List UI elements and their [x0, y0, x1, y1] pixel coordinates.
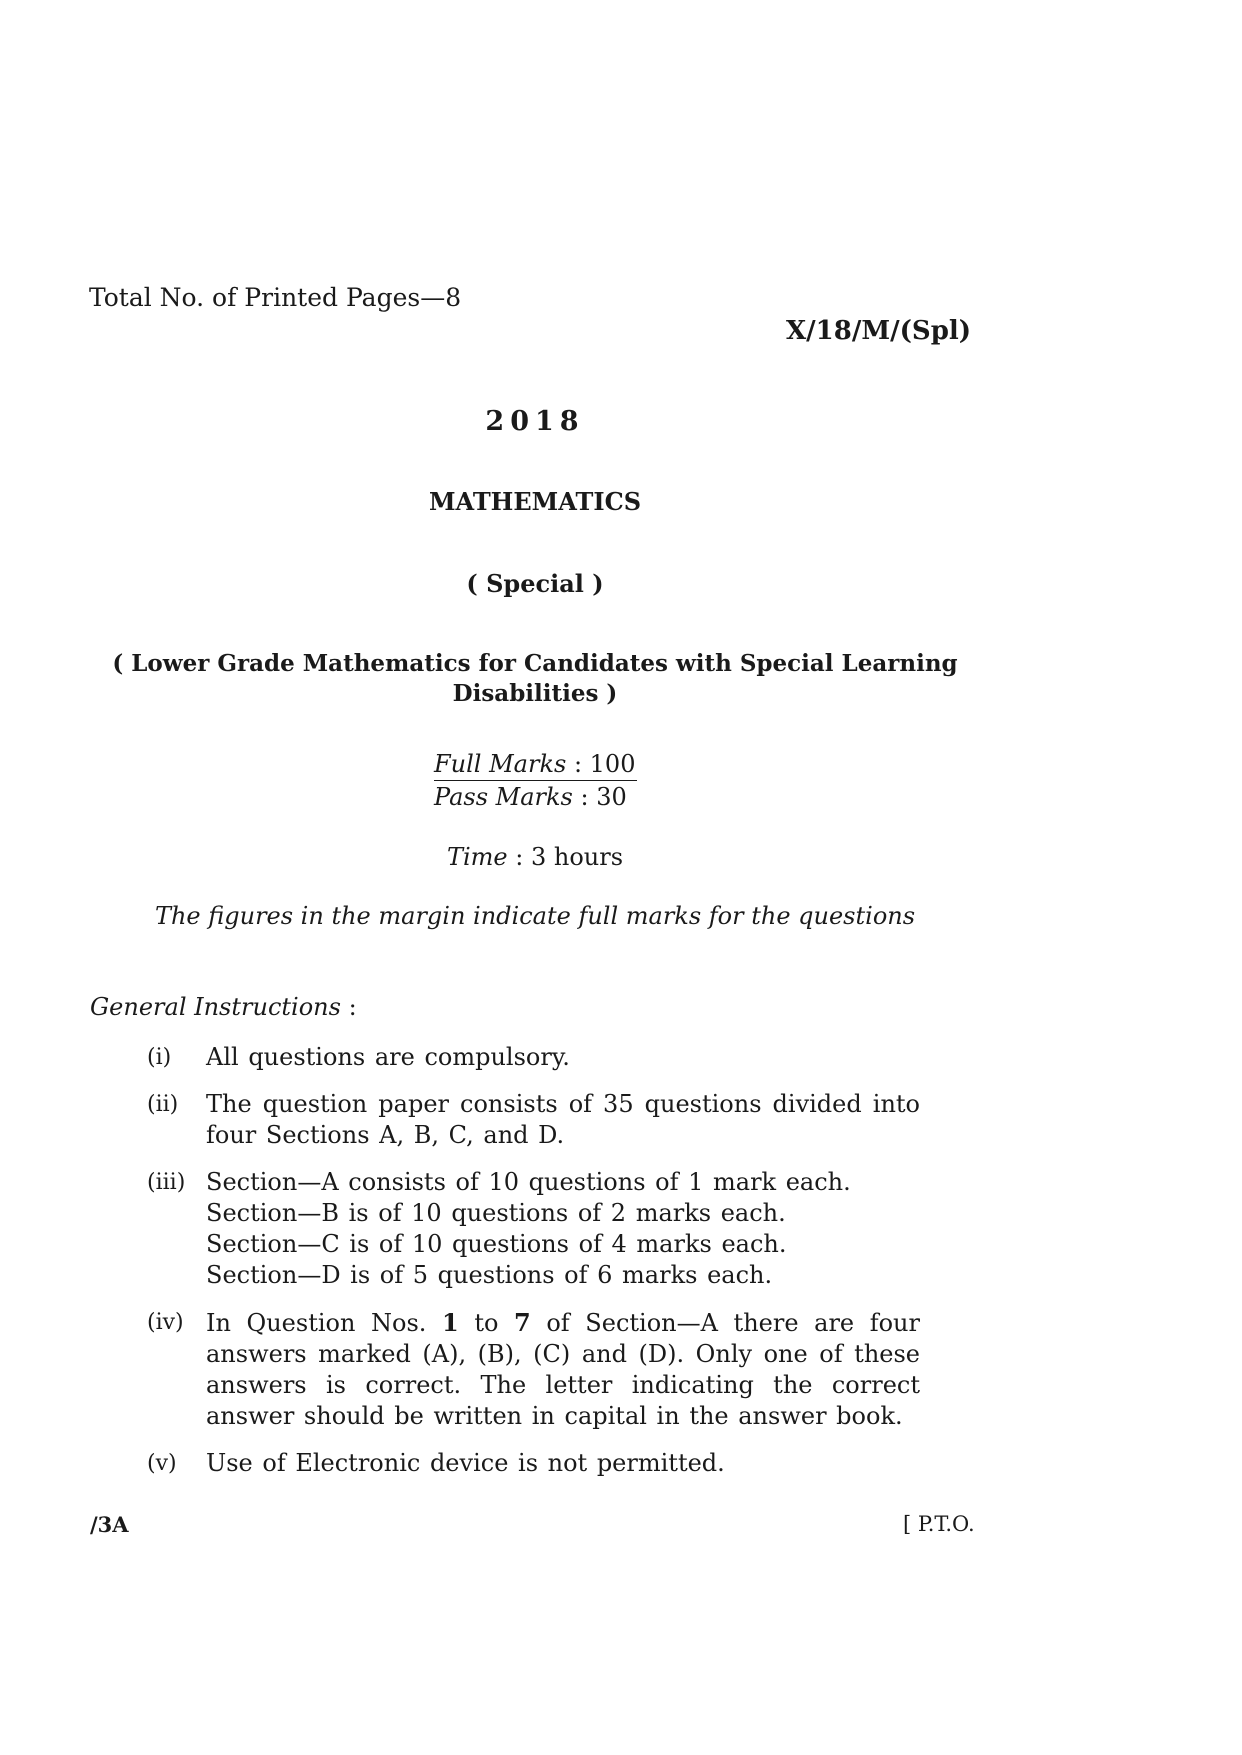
instruction-text — [206, 1167, 920, 1291]
text-part: to — [458, 1309, 515, 1337]
question-number-bold: 7 — [514, 1308, 531, 1337]
pass-marks-label: Pass Marks — [434, 783, 573, 811]
instruction-item — [147, 1307, 920, 1432]
printed-pages-count: Total No. of Printed Pages—8 — [89, 283, 462, 312]
question-number-bold: 1 — [442, 1308, 459, 1337]
time-label: Time — [446, 843, 508, 871]
instruction-number: (ii) — [147, 1092, 179, 1117]
instruction-number: (iii) — [147, 1170, 186, 1195]
instruction-number: (i) — [147, 1045, 172, 1070]
instruction-item — [147, 1167, 920, 1291]
footer-code: /3A — [90, 1512, 129, 1537]
instruction-item — [147, 1042, 920, 1073]
section-b-marks: Section—B is of 10 questions of 2 marks each. — [206, 1199, 786, 1227]
full-marks — [434, 748, 637, 781]
marks-block — [434, 748, 637, 813]
instruction-text — [206, 1307, 920, 1432]
paper-description — [90, 649, 980, 709]
paper-description-text: ( Lower Grade Mathematics for Candidates with Special Learning Disabilities ) — [112, 650, 958, 707]
paper-code: X/18/M/(Spl) — [786, 316, 972, 346]
instruction-text: Use of Electronic device is not permitted. — [206, 1449, 725, 1477]
instruction-number: (v) — [147, 1451, 177, 1476]
section-d-marks: Section—D is of 5 questions of 6 marks each. — [206, 1261, 773, 1289]
full-marks-value: : 100 — [566, 750, 636, 778]
time-value: : 3 hours — [507, 843, 624, 871]
section-c-marks: Section—C is of 10 questions of 4 marks each. — [206, 1230, 787, 1258]
subject-title: MATHEMATICS — [428, 487, 642, 516]
instruction-number: (iv) — [147, 1310, 184, 1335]
text-part: In Question Nos. — [206, 1309, 443, 1337]
instruction-text: All questions are compulsory. — [206, 1043, 570, 1071]
instruction-item — [147, 1089, 920, 1151]
pass-marks-value: : 30 — [572, 783, 627, 811]
page-turn-note: [ P.T.O. — [903, 1512, 975, 1536]
general-instructions-heading — [90, 993, 357, 1021]
instruction-item — [147, 1448, 920, 1479]
exam-year: 2018 — [485, 406, 585, 437]
instructions-list — [147, 1042, 920, 1495]
section-a-marks: Section—A consists of 10 questions of 1 mark each. — [206, 1168, 851, 1196]
figures-note: The figures in the margin indicate full marks for the questions — [154, 902, 916, 930]
text-part: of Section—A there are four answers marked (A), (B), (C) and (D). Only one of these answers is correct. The letter indicating the correct answer should be written in capital in the answer book. — [206, 1309, 920, 1430]
general-instructions-label: General Instructions — [90, 993, 341, 1021]
full-marks-label: Full Marks — [434, 750, 567, 778]
paper-type: ( Special ) — [466, 569, 604, 598]
time-allowed — [90, 843, 980, 871]
pass-marks — [434, 781, 627, 813]
instruction-text: The question paper consists of 35 questions divided into four Sections A, B, C, and D. — [206, 1090, 920, 1149]
heading-colon: : — [340, 993, 357, 1021]
